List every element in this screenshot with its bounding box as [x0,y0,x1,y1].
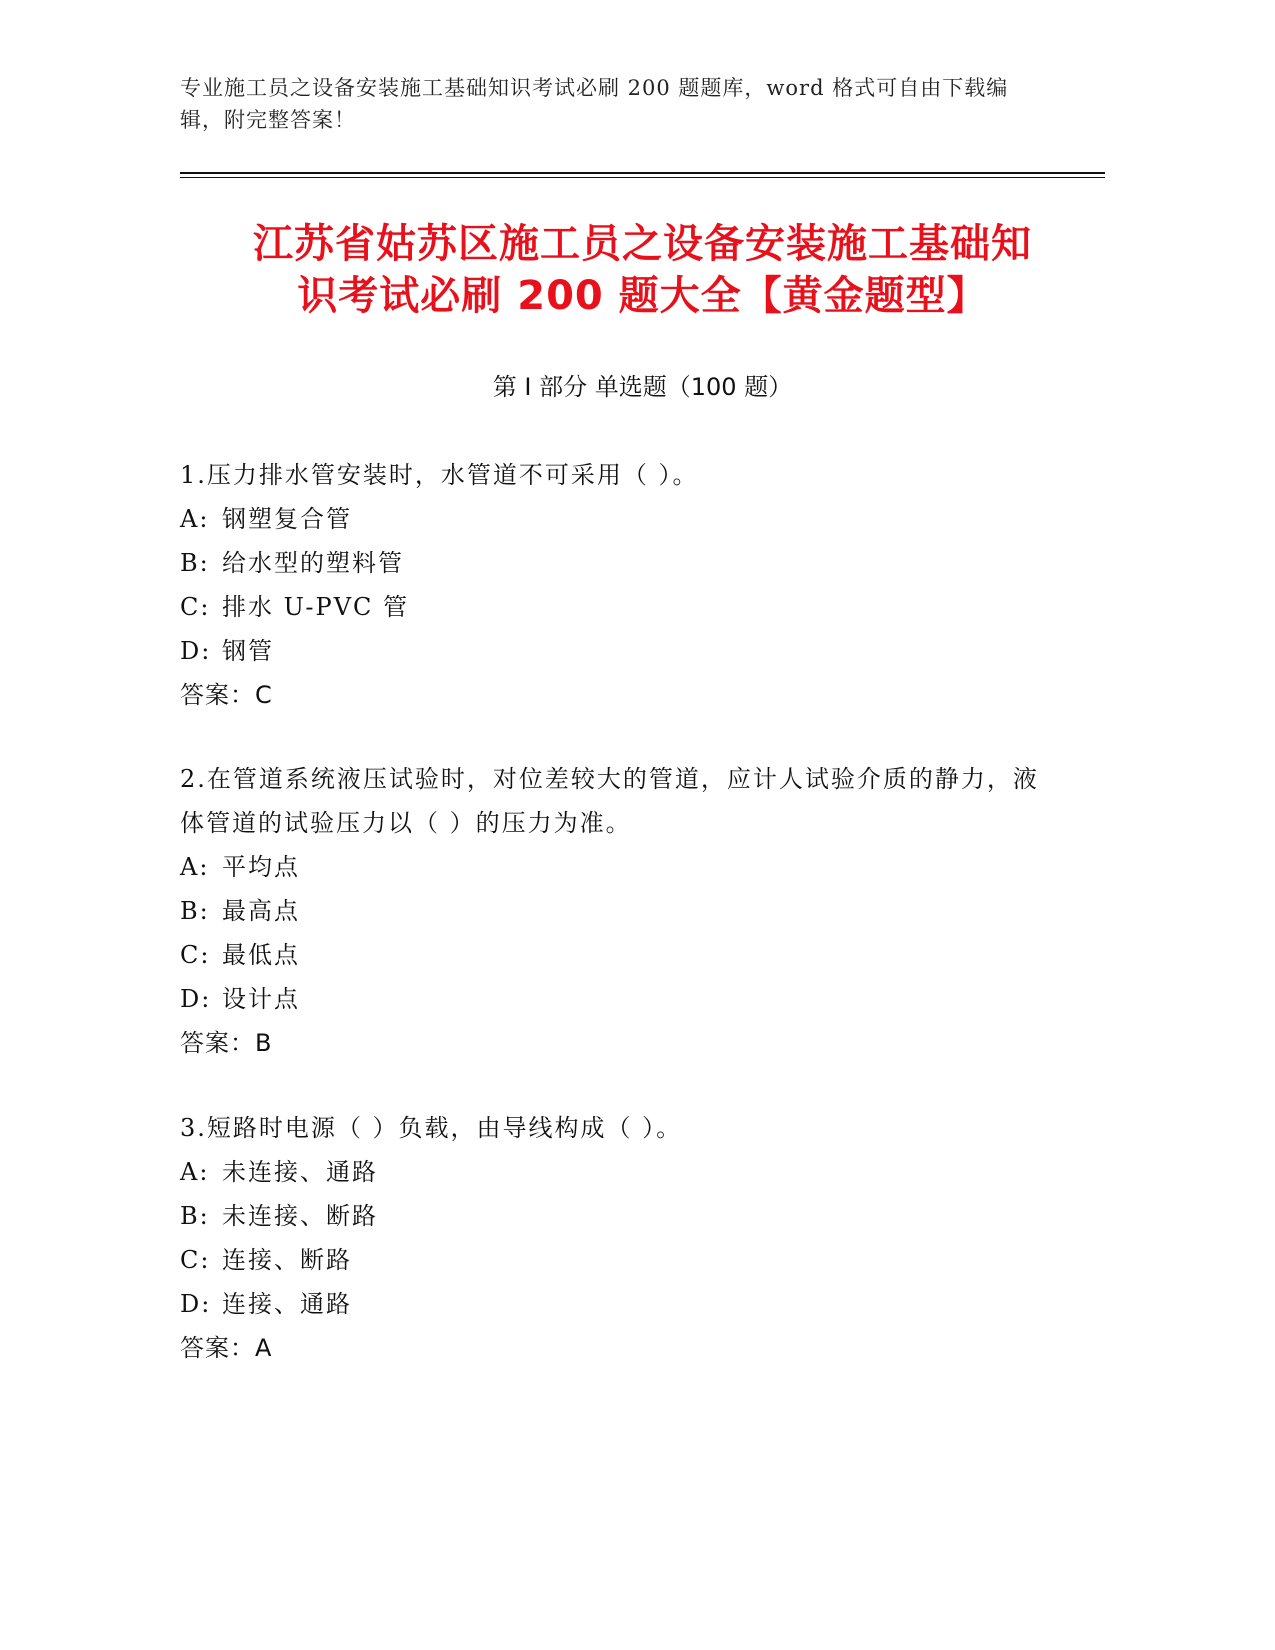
option-letter: D: [180,637,212,665]
section-heading: 第 I 部分 单选题（100 题） [492,373,793,401]
question-2 [180,757,1040,1065]
header-divider-thick [180,172,1105,174]
question-3 [180,1106,1040,1370]
question-stem: 2.在管道系统液压试验时，对位差较大的管道，应计人试验介质的静力，液体管道的试验压力以（ ）的压力为准。 [180,765,1039,837]
option-text: 平均点 [222,853,300,881]
question-answer: 答案：A [180,1334,273,1362]
document-title-line-2: 识考试必刷 200 题大全【黄金题型】 [297,273,988,319]
option-text: 钢塑复合管 [222,505,352,533]
option-text: 连接、断路 [222,1246,352,1274]
option-letter: B: [180,549,210,577]
option-letter: C: [180,941,211,969]
option-letter: B: [180,1202,210,1230]
option-letter: D: [180,1290,212,1318]
option-letter: A: [180,853,210,881]
option-text: 最低点 [222,941,300,969]
question-option-b [180,889,1040,933]
question-option-c [180,933,1040,977]
question-option-b [180,541,1040,585]
question-answer: 答案：C [180,681,273,709]
question-option-d [180,977,1040,1021]
option-text: 钢管 [222,637,274,665]
question-answer: 答案：B [180,1029,273,1057]
question-1 [180,453,1040,717]
option-letter: A: [180,505,210,533]
option-letter: C: [180,593,211,621]
option-text: 排水 U-PVC 管 [222,593,410,621]
option-letter: D: [180,985,212,1013]
question-option-a [180,497,1040,541]
question-option-c [180,585,1040,629]
option-text: 连接、通路 [222,1290,352,1318]
header-divider-thin [180,177,1105,178]
document-title [180,218,1105,322]
option-text: 未连接、通路 [222,1158,378,1186]
question-option-b [180,1194,1040,1238]
option-letter: C: [180,1246,211,1274]
option-text: 最高点 [222,897,300,925]
question-option-d [180,1282,1040,1326]
question-option-c [180,1238,1040,1282]
question-stem: 1.压力排水管安装时，水管道不可采用（ ）。 [180,461,699,489]
question-option-a [180,845,1040,889]
option-text: 未连接、断路 [222,1202,378,1230]
option-text: 给水型的塑料管 [222,549,404,577]
question-option-a [180,1150,1040,1194]
question-stem: 3.短路时电源（ ）负载，由导线构成（ ）。 [180,1114,683,1142]
document-title-line-1: 江苏省姑苏区施工员之设备安装施工基础知 [253,221,1032,267]
option-letter: A: [180,1158,210,1186]
option-text: 设计点 [222,985,300,1013]
option-letter: B: [180,897,210,925]
question-option-d [180,629,1040,673]
header-note: 专业施工员之设备安装施工基础知识考试必刷 200 题题库，word 格式可自由下载编辑，附完整答案！ [180,76,1009,132]
